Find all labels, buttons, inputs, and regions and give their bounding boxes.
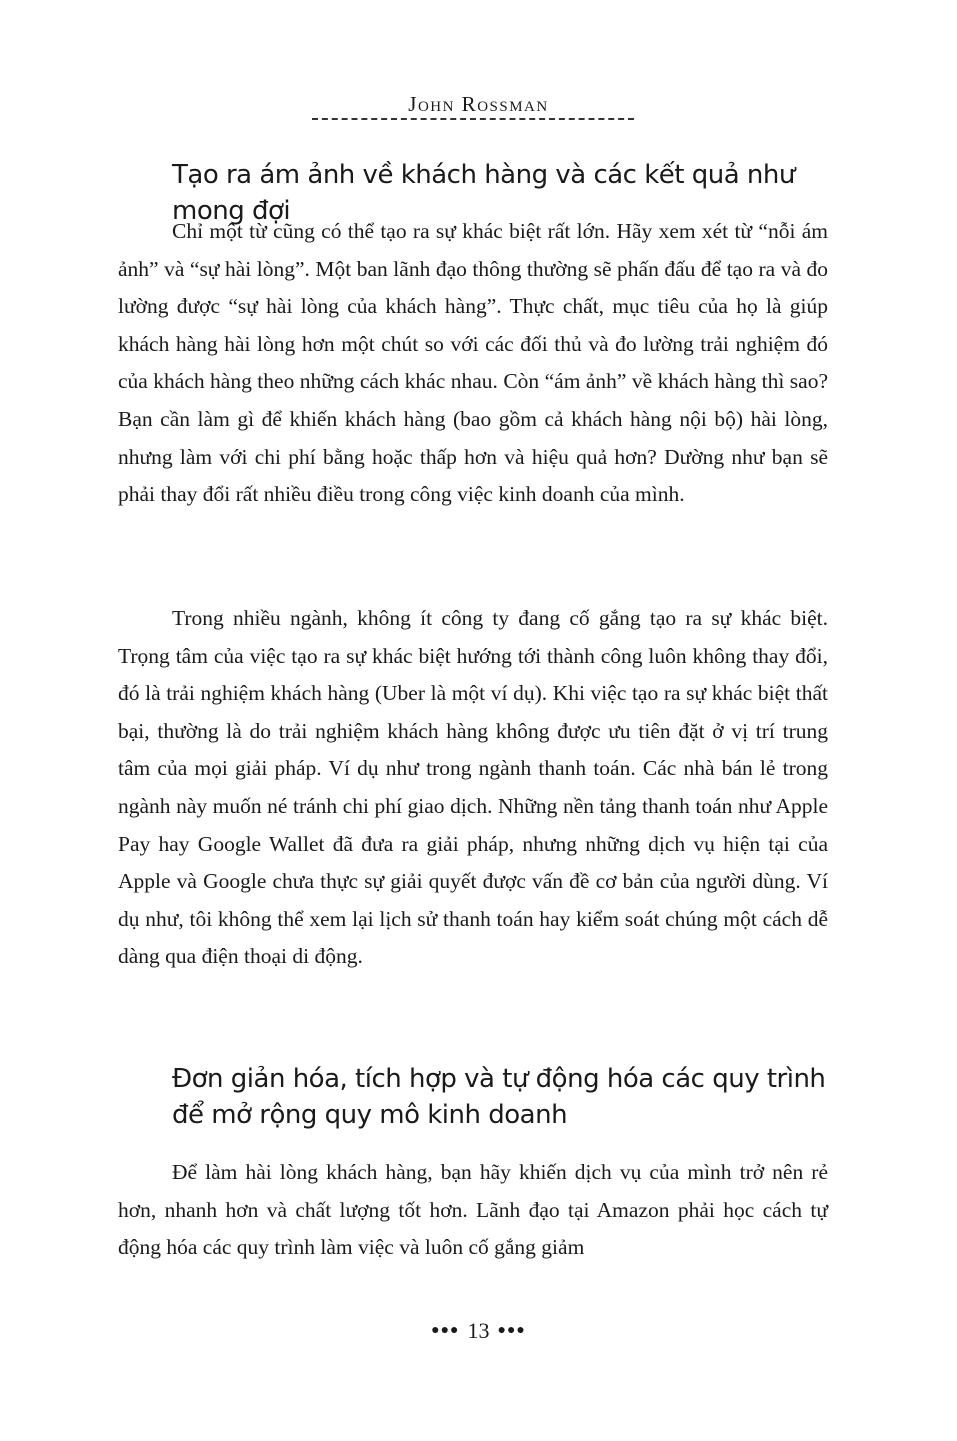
page-footer: [0, 1318, 957, 1344]
body-paragraph: Trong nhiều ngành, không ít công ty đang cố gắng tạo ra sự khác biệt. Trọng tâm của việc tạo ra sự khác biệt hướng tới thành công luôn không thay đổi, đó là trải nghiệm khách hàng (Uber là một ví dụ). Khi việc tạo ra sự khác biệt thất bại, thường là do trải nghiệm khách hàng không được ưu tiên đặt ở vị trí trung tâm của mọi giải pháp. Ví dụ như trong ngành thanh toán. Các nhà bán lẻ trong ngành này muốn né tránh chi phí giao dịch. Những nền tảng thanh toán như Apple Pay hay Google Wallet đã đưa ra giải pháp, nhưng những dịch vụ hiện tại của Apple và Google chưa thực sự giải quyết được vấn đề cơ bản của người dùng. Ví dụ như, tôi không thể xem lại lịch sử thanh toán hay kiểm soát chúng một cách dễ dàng qua điện thoại di động.: [118, 606, 828, 969]
ornament-dots-right: ●●●: [497, 1322, 526, 1338]
page-number: 13: [467, 1318, 490, 1343]
section-heading: Tạo ra ám ảnh về khách hàng và các kết quả như mong đợi: [172, 160, 795, 226]
body-paragraph: Để làm hài lòng khách hàng, bạn hãy khiến dịch vụ của mình trở nên rẻ hơn, nhanh hơn và chất lượng tốt hơn. Lãnh đạo tại Amazon phải học cách tự động hóa các quy trình làm việc và luôn cố gắng giảm: [118, 1160, 828, 1260]
body-paragraph: Chỉ một từ cũng có thể tạo ra sự khác biệt rất lớn. Hãy xem xét từ “nỗi ám ảnh” và “sự hài lòng”. Một ban lãnh đạo thông thường sẽ phấn đấu để tạo ra và đo lường được “sự hài lòng của khách hàng”. Thực chất, mục tiêu của họ là giúp khách hàng hài lòng hơn một chút so với các đối thủ và đo lường trải nghiệm đó của khách hàng theo những cách khác nhau. Còn “ám ảnh” về khách hàng thì sao? Bạn cần làm gì để khiến khách hàng (bao gồm cả khách hàng nội bộ) hài lòng, nhưng làm với chi phí bằng hoặc thấp hơn và hiệu quả hơn? Dường như bạn sẽ phải thay đổi rất nhiều điều trong công việc kinh doanh của mình.: [118, 219, 828, 507]
running-head-rule: [312, 118, 634, 120]
section-heading: Đơn giản hóa, tích hợp và tự động hóa các quy trình để mở rộng quy mô kinh doanh: [172, 1064, 826, 1130]
ornament-dots-left: ●●●: [431, 1322, 460, 1338]
running-head: John Rossman: [408, 92, 549, 116]
